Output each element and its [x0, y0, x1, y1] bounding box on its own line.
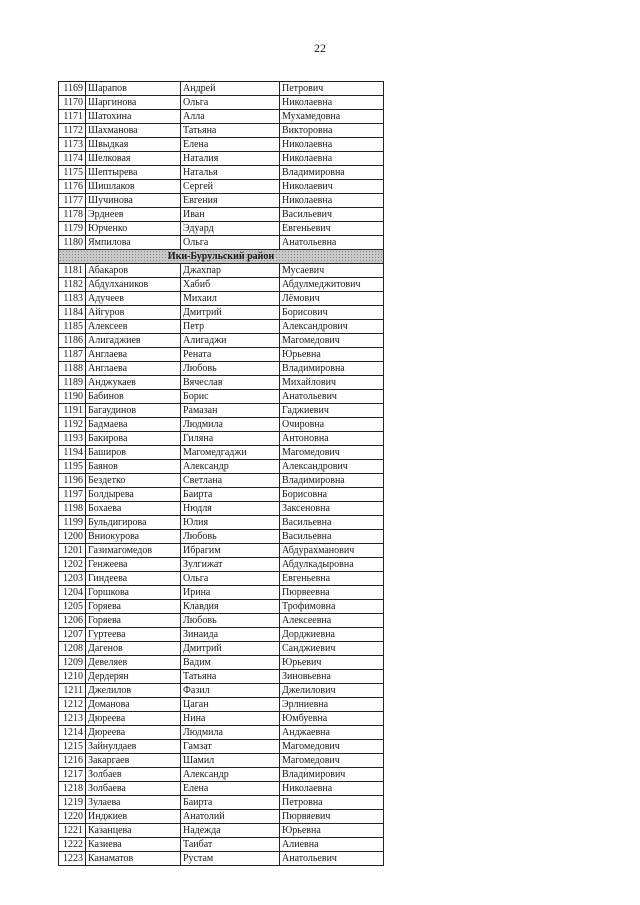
last-name: Алексеев — [86, 320, 181, 333]
last-name: Шишлаков — [86, 180, 181, 193]
row-number: 1180 — [59, 236, 86, 249]
row-number: 1197 — [59, 488, 86, 501]
patronymic: Магомедович — [280, 334, 384, 347]
first-name: Александр — [181, 768, 280, 781]
patronymic: Лёмович — [280, 292, 384, 305]
last-name: Анджукаев — [86, 376, 181, 389]
first-name: Ольга — [181, 572, 280, 585]
row-number: 1170 — [59, 96, 86, 109]
patronymic: Мухамедовна — [280, 110, 384, 123]
patronymic: Трофимовна — [280, 600, 384, 613]
table-row — [59, 236, 384, 250]
last-name: Шарапов — [86, 82, 181, 95]
first-name: Алла — [181, 110, 280, 123]
patronymic: Владимировна — [280, 474, 384, 487]
table-row — [59, 432, 384, 446]
row-number: 1223 — [59, 852, 86, 865]
row-number: 1221 — [59, 824, 86, 837]
patronymic: Абдурахманович — [280, 544, 384, 557]
row-number: 1219 — [59, 796, 86, 809]
last-name: Канаматов — [86, 852, 181, 865]
last-name: Абдулхаников — [86, 278, 181, 291]
table-row — [59, 96, 384, 110]
row-number: 1185 — [59, 320, 86, 333]
first-name: Рустам — [181, 852, 280, 865]
last-name: Горяева — [86, 600, 181, 613]
row-number: 1174 — [59, 152, 86, 165]
last-name: Ямпилова — [86, 236, 181, 249]
table-row — [59, 642, 384, 656]
table-row — [59, 292, 384, 306]
patronymic: Владимировна — [280, 166, 384, 179]
table-row — [59, 390, 384, 404]
table-row — [59, 306, 384, 320]
row-number: 1200 — [59, 530, 86, 543]
first-name: Хабиб — [181, 278, 280, 291]
first-name: Людмила — [181, 726, 280, 739]
patronymic: Юрьевна — [280, 348, 384, 361]
patronymic: Юмбуевна — [280, 712, 384, 725]
table-row — [59, 446, 384, 460]
row-number: 1215 — [59, 740, 86, 753]
row-number: 1202 — [59, 558, 86, 571]
row-number: 1181 — [59, 264, 86, 277]
row-number: 1206 — [59, 614, 86, 627]
first-name: Зинаида — [181, 628, 280, 641]
patronymic: Николаевна — [280, 96, 384, 109]
table-row — [59, 600, 384, 614]
first-name: Магомедгаджи — [181, 446, 280, 459]
patronymic: Владимирович — [280, 768, 384, 781]
first-name: Борис — [181, 390, 280, 403]
last-name: Бохаева — [86, 502, 181, 515]
patronymic: Анатольевна — [280, 236, 384, 249]
row-number: 1222 — [59, 838, 86, 851]
patronymic: Анатольевич — [280, 390, 384, 403]
table-row — [59, 852, 384, 866]
row-number: 1209 — [59, 656, 86, 669]
row-number: 1216 — [59, 754, 86, 767]
patronymic: Николаевна — [280, 194, 384, 207]
table-row — [59, 502, 384, 516]
last-name: Джелилов — [86, 684, 181, 697]
table-row — [59, 838, 384, 852]
row-number: 1191 — [59, 404, 86, 417]
last-name: Девеляев — [86, 656, 181, 669]
patronymic: Магомедович — [280, 740, 384, 753]
last-name: Бакирова — [86, 432, 181, 445]
last-name: Гуртеева — [86, 628, 181, 641]
table-row — [59, 628, 384, 642]
first-name: Татьяна — [181, 124, 280, 137]
last-name: Англаева — [86, 348, 181, 361]
first-name: Таибат — [181, 838, 280, 851]
row-number: 1173 — [59, 138, 86, 151]
last-name: Абакаров — [86, 264, 181, 277]
first-name: Рената — [181, 348, 280, 361]
first-name: Татьяна — [181, 670, 280, 683]
first-name: Шамил — [181, 754, 280, 767]
row-number: 1184 — [59, 306, 86, 319]
last-name: Горшкова — [86, 586, 181, 599]
first-name: Наталья — [181, 166, 280, 179]
first-name: Ольга — [181, 236, 280, 249]
patronymic: Александрович — [280, 320, 384, 333]
row-number: 1205 — [59, 600, 86, 613]
last-name: Бадмаева — [86, 418, 181, 431]
last-name: Бабинов — [86, 390, 181, 403]
first-name: Дмитрий — [181, 306, 280, 319]
row-number: 1189 — [59, 376, 86, 389]
last-name: Адучеев — [86, 292, 181, 305]
table-row — [59, 152, 384, 166]
last-name: Шучинова — [86, 194, 181, 207]
row-number: 1212 — [59, 698, 86, 711]
patronymic: Эрлниевна — [280, 698, 384, 711]
last-name: Шахманова — [86, 124, 181, 137]
last-name: Гиндеева — [86, 572, 181, 585]
row-number: 1186 — [59, 334, 86, 347]
table-row — [59, 712, 384, 726]
last-name: Багаудинов — [86, 404, 181, 417]
first-name: Цаган — [181, 698, 280, 711]
first-name: Надежда — [181, 824, 280, 837]
row-number: 1179 — [59, 222, 86, 235]
last-name: Золбаева — [86, 782, 181, 795]
first-name: Фазил — [181, 684, 280, 697]
table-row — [59, 180, 384, 194]
patronymic: Васильевна — [280, 516, 384, 529]
page-number: 22 — [314, 41, 326, 55]
row-number: 1192 — [59, 418, 86, 431]
row-number: 1182 — [59, 278, 86, 291]
last-name: Баянов — [86, 460, 181, 473]
patronymic: Пюрвеевна — [280, 586, 384, 599]
first-name: Баирта — [181, 488, 280, 501]
row-number: 1169 — [59, 82, 86, 95]
first-name: Михаил — [181, 292, 280, 305]
patronymic: Джелилович — [280, 684, 384, 697]
row-number: 1211 — [59, 684, 86, 697]
table-row — [59, 530, 384, 544]
patronymic: Алексеевна — [280, 614, 384, 627]
last-name: Алигаджиев — [86, 334, 181, 347]
patronymic: Гаджиевич — [280, 404, 384, 417]
table-row — [59, 516, 384, 530]
table-row — [59, 362, 384, 376]
table-row — [59, 824, 384, 838]
first-name: Любовь — [181, 530, 280, 543]
last-name: Айгуров — [86, 306, 181, 319]
first-name: Клавдия — [181, 600, 280, 613]
patronymic: Васильевна — [280, 530, 384, 543]
patronymic: Алиевна — [280, 838, 384, 851]
table-row — [59, 418, 384, 432]
first-name: Гиляна — [181, 432, 280, 445]
row-number: 1172 — [59, 124, 86, 137]
patronymic: Антоновна — [280, 432, 384, 445]
patronymic: Александрович — [280, 460, 384, 473]
first-name: Нюдля — [181, 502, 280, 515]
table-row — [59, 670, 384, 684]
table-row — [59, 768, 384, 782]
first-name: Любовь — [181, 614, 280, 627]
table-row — [59, 740, 384, 754]
first-name: Ольга — [181, 96, 280, 109]
row-number: 1198 — [59, 502, 86, 515]
row-number: 1217 — [59, 768, 86, 781]
row-number: 1208 — [59, 642, 86, 655]
table-row — [59, 194, 384, 208]
row-number: 1187 — [59, 348, 86, 361]
first-name: Александр — [181, 460, 280, 473]
row-number: 1214 — [59, 726, 86, 739]
last-name: Казанцева — [86, 824, 181, 837]
first-name: Людмила — [181, 418, 280, 431]
last-name: Юрченко — [86, 222, 181, 235]
first-name: Алигаджи — [181, 334, 280, 347]
last-name: Шатохина — [86, 110, 181, 123]
table-row — [59, 222, 384, 236]
row-number: 1178 — [59, 208, 86, 221]
first-name: Елена — [181, 782, 280, 795]
first-name: Любовь — [181, 362, 280, 375]
first-name: Вячеслав — [181, 376, 280, 389]
patronymic: Анатольевич — [280, 852, 384, 865]
table-row — [59, 82, 384, 96]
patronymic: Пюрвяевич — [280, 810, 384, 823]
table-row — [59, 460, 384, 474]
table-body-top — [59, 82, 384, 250]
last-name: Генжеева — [86, 558, 181, 571]
row-number: 1176 — [59, 180, 86, 193]
row-number: 1171 — [59, 110, 86, 123]
last-name: Закаргаев — [86, 754, 181, 767]
first-name: Елена — [181, 138, 280, 151]
patronymic: Магомедович — [280, 754, 384, 767]
patronymic: Евгеньевич — [280, 222, 384, 235]
last-name: Бульдигирова — [86, 516, 181, 529]
patronymic: Санджиевич — [280, 642, 384, 655]
table-row — [59, 698, 384, 712]
patronymic: Николаевна — [280, 152, 384, 165]
patronymic: Дорджиевна — [280, 628, 384, 641]
row-number: 1218 — [59, 782, 86, 795]
row-number: 1220 — [59, 810, 86, 823]
row-number: 1194 — [59, 446, 86, 459]
patronymic: Анджаевна — [280, 726, 384, 739]
patronymic: Борисович — [280, 306, 384, 319]
table-row — [59, 488, 384, 502]
patronymic: Петрович — [280, 82, 384, 95]
last-name: Дюреева — [86, 726, 181, 739]
first-name: Рамазан — [181, 404, 280, 417]
first-name: Дмитрий — [181, 642, 280, 655]
table-row — [59, 124, 384, 138]
patronymic: Заксеновна — [280, 502, 384, 515]
patronymic: Очировна — [280, 418, 384, 431]
last-name: Дердерян — [86, 670, 181, 683]
patronymic: Зиновьевна — [280, 670, 384, 683]
table-row — [59, 166, 384, 180]
last-name: Бездетко — [86, 474, 181, 487]
last-name: Доманова — [86, 698, 181, 711]
table-row — [59, 544, 384, 558]
row-number: 1196 — [59, 474, 86, 487]
table-row — [59, 782, 384, 796]
first-name: Иван — [181, 208, 280, 221]
table-row — [59, 810, 384, 824]
table-row — [59, 404, 384, 418]
table-row — [59, 684, 384, 698]
names-table — [58, 81, 384, 866]
last-name: Зулаева — [86, 796, 181, 809]
last-name: Шептырева — [86, 166, 181, 179]
first-name: Андрей — [181, 82, 280, 95]
last-name: Вниокурова — [86, 530, 181, 543]
row-number: 1183 — [59, 292, 86, 305]
row-number: 1175 — [59, 166, 86, 179]
last-name: Инджиев — [86, 810, 181, 823]
last-name: Швыдкая — [86, 138, 181, 151]
last-name: Англаева — [86, 362, 181, 375]
patronymic: Николаевна — [280, 782, 384, 795]
last-name: Эрднеев — [86, 208, 181, 221]
last-name: Газимагомедов — [86, 544, 181, 557]
first-name: Ибрагим — [181, 544, 280, 557]
patronymic: Борисовна — [280, 488, 384, 501]
section-header: Ики-Бурульский район — [59, 250, 384, 264]
last-name: Болдырева — [86, 488, 181, 501]
table-body-bottom — [59, 264, 384, 866]
table-row — [59, 138, 384, 152]
first-name: Эдуард — [181, 222, 280, 235]
table-row — [59, 376, 384, 390]
first-name: Баирта — [181, 796, 280, 809]
table-row — [59, 558, 384, 572]
patronymic: Юрьевна — [280, 824, 384, 837]
first-name: Анатолий — [181, 810, 280, 823]
row-number: 1195 — [59, 460, 86, 473]
patronymic: Владимировна — [280, 362, 384, 375]
patronymic: Викторовна — [280, 124, 384, 137]
patronymic: Абдулмеджитович — [280, 278, 384, 291]
row-number: 1188 — [59, 362, 86, 375]
last-name: Дюреева — [86, 712, 181, 725]
table-row — [59, 726, 384, 740]
patronymic: Мусаевич — [280, 264, 384, 277]
patronymic: Петровна — [280, 796, 384, 809]
row-number: 1203 — [59, 572, 86, 585]
first-name: Зулгижат — [181, 558, 280, 571]
table-row — [59, 264, 384, 278]
patronymic: Михайлович — [280, 376, 384, 389]
row-number: 1204 — [59, 586, 86, 599]
last-name: Дагенов — [86, 642, 181, 655]
patronymic: Юрьевич — [280, 656, 384, 669]
patronymic: Магомедович — [280, 446, 384, 459]
table-row — [59, 348, 384, 362]
patronymic: Евгеньевна — [280, 572, 384, 585]
patronymic: Васильевич — [280, 208, 384, 221]
first-name: Джахпар — [181, 264, 280, 277]
first-name: Наталия — [181, 152, 280, 165]
row-number: 1213 — [59, 712, 86, 725]
row-number: 1190 — [59, 390, 86, 403]
table-row — [59, 754, 384, 768]
first-name: Ирина — [181, 586, 280, 599]
row-number: 1207 — [59, 628, 86, 641]
last-name: Казиева — [86, 838, 181, 851]
table-row — [59, 320, 384, 334]
table-row — [59, 110, 384, 124]
patronymic: Николаевна — [280, 138, 384, 151]
patronymic: Николаевич — [280, 180, 384, 193]
last-name: Золбаев — [86, 768, 181, 781]
first-name: Гамзат — [181, 740, 280, 753]
table-row — [59, 656, 384, 670]
table-row — [59, 474, 384, 488]
first-name: Юлия — [181, 516, 280, 529]
first-name: Нина — [181, 712, 280, 725]
first-name: Петр — [181, 320, 280, 333]
table-row — [59, 586, 384, 600]
patronymic: Абдулкадыровна — [280, 558, 384, 571]
first-name: Вадим — [181, 656, 280, 669]
row-number: 1199 — [59, 516, 86, 529]
table-row — [59, 208, 384, 222]
table-row — [59, 572, 384, 586]
last-name: Горяева — [86, 614, 181, 627]
table-row — [59, 614, 384, 628]
row-number: 1177 — [59, 194, 86, 207]
row-number: 1210 — [59, 670, 86, 683]
first-name: Евгения — [181, 194, 280, 207]
first-name: Сергей — [181, 180, 280, 193]
last-name: Шаргинова — [86, 96, 181, 109]
table-row — [59, 278, 384, 292]
row-number: 1193 — [59, 432, 86, 445]
last-name: Зайнулдаев — [86, 740, 181, 753]
first-name: Светлана — [181, 474, 280, 487]
table-row — [59, 334, 384, 348]
table-row — [59, 796, 384, 810]
last-name: Баширов — [86, 446, 181, 459]
row-number: 1201 — [59, 544, 86, 557]
last-name: Шелковая — [86, 152, 181, 165]
